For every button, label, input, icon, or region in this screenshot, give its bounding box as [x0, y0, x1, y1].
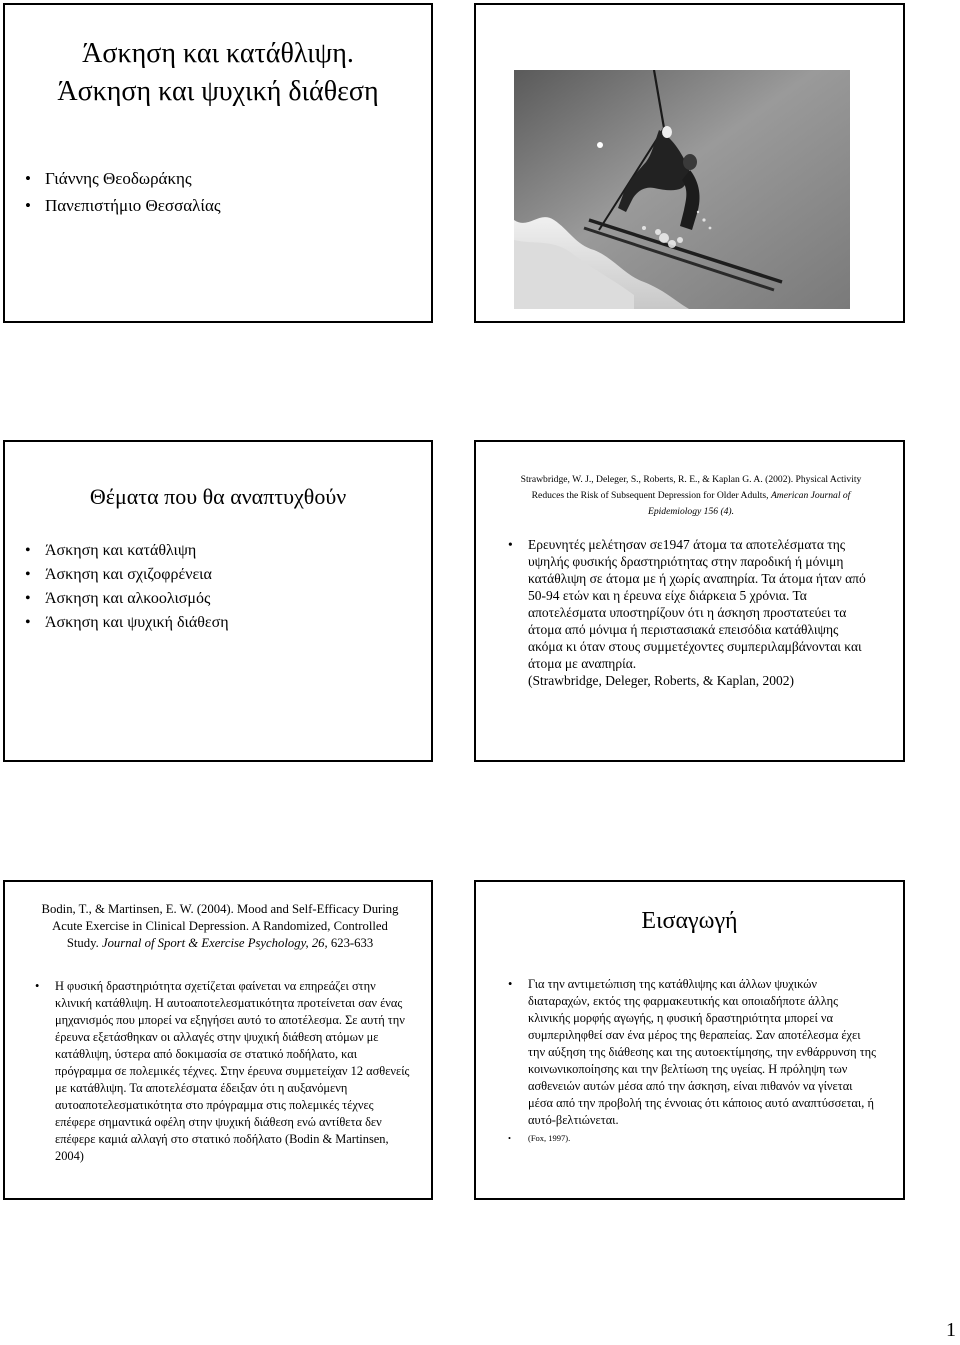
institution-name: Πανεπιστήμιο Θεσσαλίας	[45, 196, 221, 215]
study-summary: Η φυσική δραστηριότητα σχετίζεται φαίνεται να επηρεάζει στην κλινική κατάθλιψη. Η αυτοαποτελεσματικότητα προτείνεται σαν ένας μηχανισμός που μπορεί να εξηγήσει αυτό το αποτέλεσμα. Σε αυτή την έρευνα εξετάσθηκαν οι αλλαγές στην ψυχική διάθεση ατόμων με κατάθλιψη, ύστερα από δοκιμασία σε στατικό ποδήλατο, και πρόγραμμα σε πολεμικές τέχνες. Στην έρευνα συμμετείχαν 12 ασθενείς με κατάθλιψη. Τα αποτελέσματα έδειξαν ότι η αυξανόμενη αυτοαποτελεσματικότητα στο πρόγραμμα στις πολεμικές τέχνες επέφερε σημαντικά οφέλη στην ψυχική διάθεση ενώ αντίθετα δεν επέφερε καμιά αλλαγή στο στατικό ποδήλατο (Bodin & Martinsen, 2004)	[55, 979, 410, 1163]
bullet-icon: •	[25, 196, 31, 215]
slide-5	[3, 880, 433, 1200]
study-summary: Ερευνητές μελέτησαν σε1947 άτομα τα αποτελέσματα της υψηλής φυσικής δραστηριότητας στην παροδική ή μόνιμη κατάθλιψη σε άτομα με ή χωρίς αναπηρία. Τα άτομα ήταν από 50-94 ετών και η έρευνα είχε διάρκεια 5 χρόνια. Τα αποτελέσματα υποστηρίζουν ότι η άσκηση προστατεύει τα άτομα από μόνιμα ή περιστασιακά επεισόδια κατάθλιψης ακόμα κι όταν στους συμμετέχοντες συμπεριλαμβάνονται και άτομα με αναπηρία.	[528, 537, 866, 671]
slide-6-title: Εισαγωγή	[641, 908, 738, 934]
topic-label: Άσκηση και αλκοολισμός	[45, 590, 211, 607]
reference-text: Strawbridge, W. J., Deleger, S., Roberts, R. E., & Kaplan G. A. (2002). Physical Activity Reduces the Risk of Subsequent Depression for Older Adults,	[520, 474, 862, 501]
slide-1-bullet-list	[25, 165, 415, 219]
page-number: 1	[946, 1319, 956, 1341]
slide-5-bullet-list	[35, 978, 415, 1165]
slide-6-bullet-list	[508, 976, 878, 1145]
topic-label: Άσκηση και κατάθλιψη	[45, 542, 197, 559]
slide-2	[474, 3, 905, 323]
list-item	[508, 976, 878, 1129]
reference-text: Bodin, T., & Martinsen, E. W. (2004). Mood and Self-Efficacy During Acute Exercise in Clinical Depression. A Randomized, Controlled Study.	[41, 902, 399, 950]
reference-pages: 623-633	[327, 936, 374, 950]
bullet-icon: •	[508, 537, 513, 552]
topic-label: Άσκηση και ψυχική διάθεση	[45, 614, 229, 631]
list-item	[25, 192, 415, 219]
study-citation: (Strawbridge, Deleger, Roberts, & Kaplan, 2002)	[528, 673, 795, 688]
reference-citation	[35, 901, 405, 952]
slide-1-title-line-2: Άσκηση και ψυχική διάθεση	[57, 76, 379, 107]
reference-citation	[516, 472, 866, 520]
list-item	[25, 165, 415, 192]
list-item	[25, 611, 415, 635]
bullet-icon: •	[508, 1133, 511, 1143]
slide-3-title: Θέματα που θα αναπτυχθούν	[89, 484, 347, 509]
slide-1-title-line-1: Άσκηση και κατάθλιψη.	[82, 38, 354, 69]
list-item	[25, 563, 415, 587]
slide-4	[474, 440, 905, 762]
introduction-reference: (Fox, 1997).	[528, 1133, 571, 1143]
slide-1-title	[5, 35, 431, 111]
author-name: Γιάννης Θεοδωράκης	[45, 169, 192, 188]
bullet-icon: •	[25, 590, 31, 607]
journal-name: American Journal of Epidemiology 156 (4).	[647, 490, 851, 517]
skier-photo	[514, 70, 850, 309]
bullet-icon: •	[508, 977, 513, 991]
slide-4-bullet-list	[508, 536, 874, 689]
list-item	[25, 587, 415, 611]
bullet-icon: •	[25, 566, 31, 583]
journal-name: Journal of Sport & Exercise Psychology, 26,	[101, 936, 328, 950]
list-item	[25, 539, 415, 563]
list-item	[508, 1131, 878, 1145]
list-item	[508, 536, 874, 689]
bullet-icon: •	[35, 979, 40, 993]
slide-3	[3, 440, 433, 762]
list-item	[35, 978, 415, 1165]
slide-1	[3, 3, 433, 323]
topic-label: Άσκηση και σχιζοφρένεια	[45, 566, 212, 583]
slide-3-bullet-list	[25, 539, 415, 635]
bullet-icon: •	[25, 169, 31, 188]
slide-6	[474, 880, 905, 1200]
introduction-text: Για την αντιμετώπιση της κατάθλιψης και άλλων ψυχικών διαταραχών, εκτός της φαρμακευτικής και οποιαδήποτε άλλης κλινικής μορφής αγωγής, η φυσική δραστηριότητα μπορεί να συμπεριληφθεί σαν ένα μέρος της θεραπείας. Σαν αποτέλεσμα έχει την αύξηση της διάθεσης και της αυτοεκτίμησης, την ενθάρρυνση της κοινωνικοποίησης και την βελτίωση της υγείας. Η πρόληψη των ασθενειών αυτών μέσα από την άσκηση, είναι πιθανόν να γίνεται μέσα από την προβολή της έννοιας ότι κάποιος αυτό αναπτύσσεται, ή αυτό-βελτιώνεται.	[528, 977, 877, 1127]
bullet-icon: •	[25, 614, 31, 631]
bullet-icon: •	[25, 542, 31, 559]
